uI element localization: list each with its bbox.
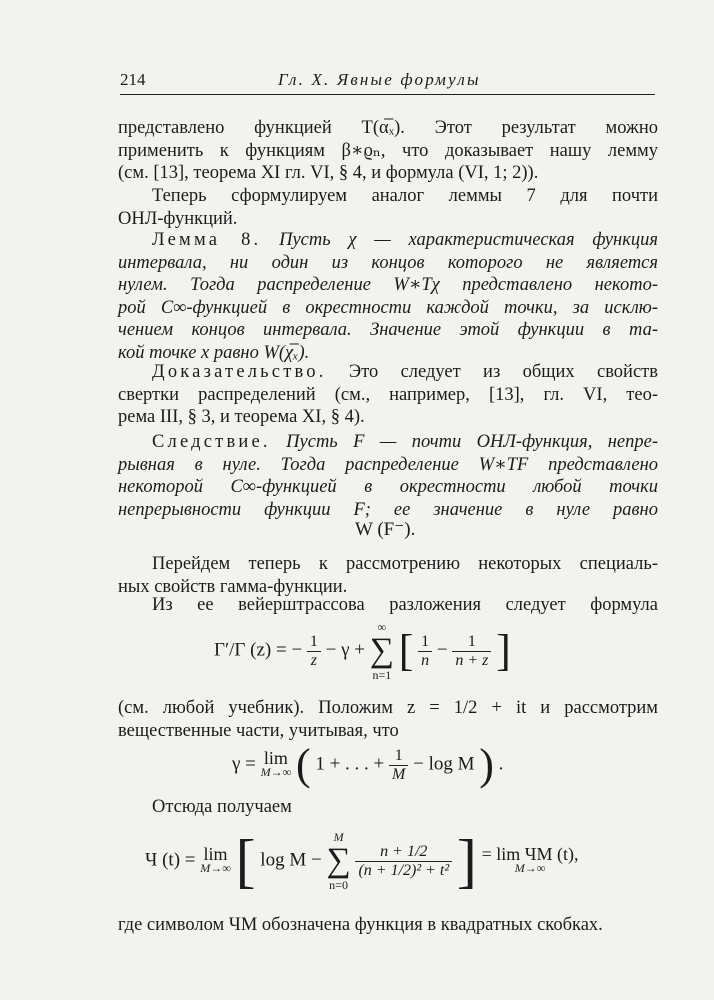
text-line: (см. любой учебник). Положим z = 1/2 + it и рассмотрим bbox=[118, 698, 658, 718]
corollary bbox=[118, 431, 658, 521]
text-line: рой C∞-функцией в окрестности каждой точки, за исклю- bbox=[118, 297, 658, 318]
lemma-label: Лемма 8. bbox=[152, 230, 262, 250]
proof-label: Доказательство. bbox=[152, 362, 327, 382]
text-line: Доказательство. Это следует из общих свойств bbox=[152, 362, 658, 382]
proof bbox=[118, 361, 658, 429]
paragraph-hence bbox=[118, 796, 658, 819]
limit: lim M→∞ bbox=[200, 844, 231, 875]
fraction: $\frac{1}{M}$ bbox=[389, 747, 408, 784]
text-line: Лемма 8. Пусть χ — характеристическая функция bbox=[152, 230, 658, 250]
paragraph-closing bbox=[118, 914, 658, 937]
text-line: (см. [13], теорема XI гл. VI, § 4, и формула (VI, 1; 2)). bbox=[118, 163, 539, 183]
limit-rhs: = lim ЧM (t), M→∞ bbox=[481, 844, 579, 875]
running-head: Гл. X. Явные формулы bbox=[278, 70, 481, 89]
summation: ∞ ∑ n=1 bbox=[369, 620, 394, 682]
text-line: где символом ЧM обозначена функция в квадратных скобках. bbox=[118, 915, 603, 935]
text-line: некоторой C∞-функцией в окрестности любой точки bbox=[118, 477, 658, 497]
text-line: чением концов интервала. Значение этой функции в та- bbox=[118, 320, 658, 340]
text-line: Теперь сформулируем аналог леммы 7 для почти bbox=[152, 186, 658, 206]
text-line: рывная в нуле. Тогда распределение W∗TF представлено bbox=[118, 454, 658, 475]
text-line: Отсюда получаем bbox=[152, 797, 292, 817]
text-line: интервала, ни один из концов которого не является bbox=[118, 252, 658, 273]
equation-euler-gamma: γ = lim M→∞ ( 1 + . . . + $\frac{1}{M}$ − log M ) . bbox=[232, 740, 504, 789]
paragraph-intro bbox=[118, 185, 658, 230]
text-line: представлено функцией T(α̅ₓ). Этот результат можно bbox=[118, 118, 658, 138]
limit: lim M→∞ bbox=[260, 748, 292, 779]
equation-digamma: Γ′/Γ (z) = − $\frac{1}{z}$ − γ + ∞ ∑ n=1 [ $\frac{1}{n}$ − $\frac{1}{n + z}$ ] bbox=[214, 620, 511, 682]
text-line: Следствие. Пусть F — почти ОНЛ-функция, непре- bbox=[152, 432, 659, 452]
paragraph-substitution bbox=[118, 697, 658, 742]
fraction: $\frac{n + 1/2}{\text{(n + 1/2)² + t²}}$ bbox=[355, 843, 452, 880]
text-line: вещественные части, учитывая, что bbox=[118, 720, 399, 741]
text-line: кой точке x равно W(χ̅ₓ). bbox=[118, 342, 310, 363]
text-line: применить к функциям β∗ϱₙ, что доказывает нашу лемму bbox=[118, 140, 658, 161]
text-line: непрерывности функции F; ее значение в нуле равно bbox=[118, 499, 658, 520]
text-line: ных свойств гамма-функции. bbox=[118, 576, 348, 597]
text-line: ОНЛ-функций. bbox=[118, 208, 238, 229]
fraction: $\frac{1}{n}$ bbox=[418, 633, 432, 670]
equation-ch: Ч (t) = lim M→∞ [ log M − M ∑ n=0 $\frac{n + 1/2}{\text{(n + 1/2)² + t²}}$ ] = lim ЧM (t), M→∞ bbox=[145, 828, 579, 894]
corollary-formula: W (F⁻). bbox=[355, 519, 416, 540]
corollary-label: Следствие. bbox=[152, 432, 271, 452]
fraction: $\frac{1}{z}$ bbox=[307, 633, 321, 670]
text-line: свертки распределений (см., например, [13], гл. VI, тео- bbox=[118, 384, 658, 405]
text-line: нулем. Тогда распределение W∗Tχ представлено некото- bbox=[118, 275, 658, 295]
paragraph-weierstrass bbox=[118, 594, 658, 617]
page-number: 214 bbox=[120, 70, 146, 89]
text-line: Перейдем теперь к рассмотрению некоторых специаль- bbox=[152, 554, 658, 574]
paragraph-gamma bbox=[118, 553, 658, 598]
lemma-8 bbox=[118, 229, 658, 364]
text-line: рема III, § 3, и теорема XI, § 4). bbox=[118, 407, 365, 427]
text-line: Из ее вейерштрассова разложения следует формула bbox=[152, 595, 658, 615]
summation: M ∑ n=0 bbox=[326, 830, 351, 892]
fraction: $\frac{1}{n + z}$ bbox=[452, 633, 491, 670]
paragraph-continuation bbox=[118, 117, 658, 185]
page-header bbox=[120, 70, 655, 95]
